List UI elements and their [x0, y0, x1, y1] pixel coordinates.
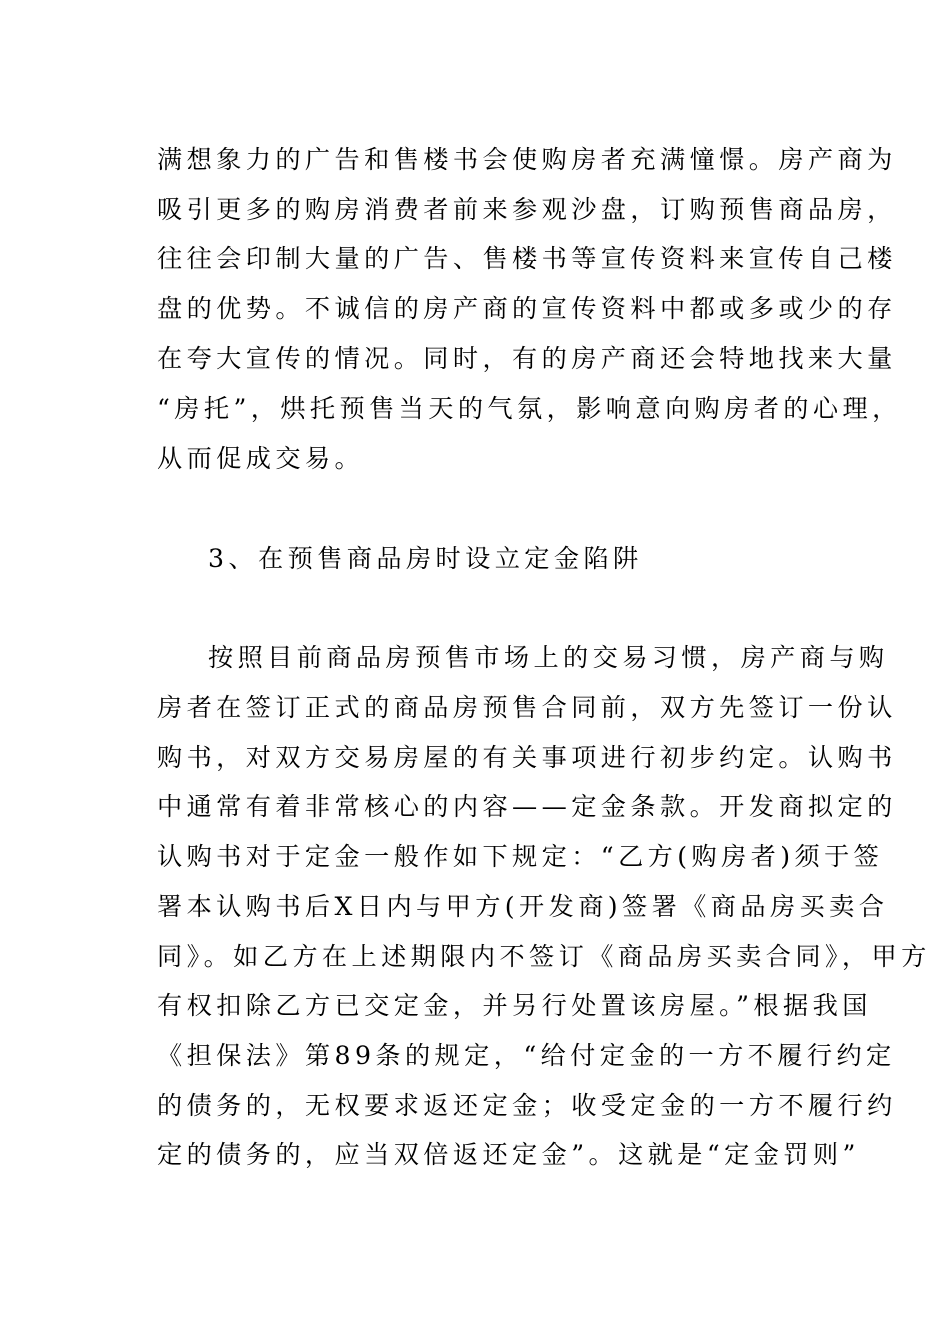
paragraph-2-line: 房者在签订正式的商品房预售合同前，双方先签订一份认: [157, 693, 897, 722]
paragraph-2-line: 购书，对双方交易房屋的有关事项进行初步约定。认购书: [157, 743, 897, 772]
paragraph-1-line: 吸引更多的购房消费者前来参观沙盘，订购预售商品房，: [157, 195, 897, 224]
paragraph-1-line: 盘的优势。不诚信的房产商的宣传资料中都或多或少的存: [157, 294, 897, 323]
paragraph-2-line: 有权扣除乙方已交定金，并另行处置该房屋。”根据我国: [157, 991, 872, 1020]
paragraph-1-line: “房托”，烘托预售当天的气氛，影响意向购房者的心理，: [157, 394, 902, 423]
section-heading: 3、在预售商品房时设立定金陷阱: [208, 544, 643, 573]
paragraph-2-line: 中通常有着非常核心的内容——定金条款。开发商拟定的: [157, 792, 897, 821]
paragraph-1-line: 从而促成交易。: [157, 444, 365, 473]
paragraph-1-line: 往往会印制大量的广告、售楼书等宣传资料来宣传自己楼: [157, 244, 897, 273]
paragraph-1-line: 在夸大宣传的情况。同时，有的房产商还会特地找来大量: [157, 344, 897, 373]
paragraph-2-line: 按照目前商品房预售市场上的交易习惯，房产商与购: [208, 643, 889, 672]
paragraph-2-line: 署本认购书后X日内与甲方(开发商)签署《商品房买卖合: [157, 892, 889, 921]
paragraph-2-line: 《担保法》第89条的规定，“给付定金的一方不履行约定: [157, 1041, 896, 1070]
paragraph-2-line: 定的债务的，应当双倍返还定金”。这就是“定金罚则”: [157, 1140, 860, 1169]
paragraph-2-line: 同》。如乙方在上述期限内不签订《商品房买卖合同》，甲方: [157, 942, 931, 971]
paragraph-2-line: 认购书对于定金一般作如下规定：“乙方(购房者)须于签: [157, 842, 884, 871]
paragraph-1-line: 满想象力的广告和售楼书会使购房者充满憧憬。房产商为: [157, 145, 897, 174]
paragraph-2-line: 的债务的，无权要求返还定金；收受定金的一方不履行约: [157, 1091, 897, 1120]
